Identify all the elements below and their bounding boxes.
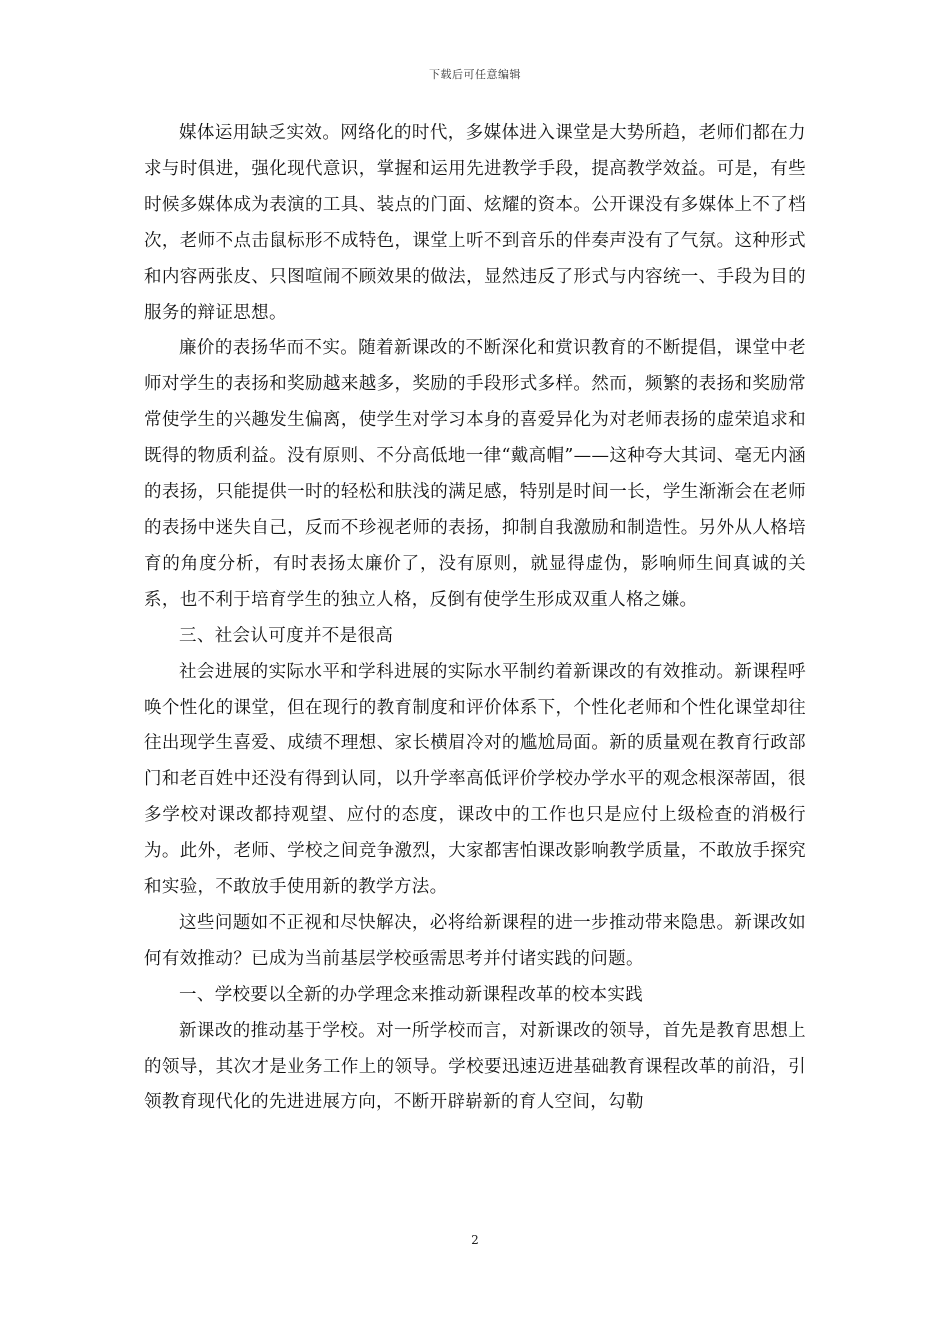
paragraph-problems: 这些问题如不正视和尽快解决，必将给新课程的进一步推动带来隐患。新课改如何有效推动？已成为当前基层学校亟需思考并付诸实践的问题。 <box>144 912 806 969</box>
paragraph-multimedia: 媒体运用缺乏实效。网络化的时代，多媒体进入课堂是大势所趋，老师们都在力求与时俱进，强化现代意识，掌握和运用先进教学手段，提高教学效益。可是，有些时候多媒体成为表演的工具、装点的门面、炫耀的资本。公开课没有多媒体上不了档次，老师不点击鼠标形不成特色，课堂上听不到音乐的伴奏声没有了气氛。这种形式和内容两张皮、只图喧闹不顾效果的做法，显然违反了形式与内容统一、手段为目的服务的辩证思想。 <box>144 123 806 323</box>
section-heading-school-philosophy: 一、学校要以全新的办学理念来推动新课程改革的校本实践 <box>179 984 644 1005</box>
paragraph-social-development: 社会进展的实际水平和学科进展的实际水平制约着新课改的有效推动。新课程呼唤个性化的课堂，但在现行的教育制度和评价体系下，个性化老师和个性化课堂却往往出现学生喜爱、成绩不理想、家长横眉冷对的尴尬局面。新的质量观在教育行政部门和老百姓中还没有得到认同，以升学率高低评价学校办学水平的观念根深蒂固，很多学校对课改都持观望、应付的态度，课改中的工作也只是应付上级检查的消极行为。此外，老师、学校之间竞争激烈，大家都害怕课改影响教学质量，不敢放手探究和实验，不敢放手使用新的教学方法。 <box>144 661 806 898</box>
page-number: 2 <box>471 1233 479 1247</box>
section-heading-social-recognition: 三、社会认可度并不是很高 <box>179 625 394 646</box>
page-header: 下载后可任意编辑 <box>429 68 521 81</box>
document-body <box>144 116 806 1121</box>
paragraph-school-based: 新课改的推动基于学校。对一所学校而言，对新课改的领导，首先是教育思想上的领导，其次才是业务工作上的领导。学校要迅速迈进基础教育课程改革的前沿，引领教育现代化的先进进展方向，不断开辟崭新的育人空间，勾勒 <box>144 1020 806 1113</box>
paragraph-praise: 廉价的表扬华而不实。随着新课改的不断深化和赏识教育的不断提倡，课堂中老师对学生的表扬和奖励越来越多，奖励的手段形式多样。然而，频繁的表扬和奖励常常使学生的兴趣发生偏离，使学生对学习本身的喜爱异化为对老师表扬的虚荣追求和既得的物质利益。没有原则、不分高低地一律“戴高帽”——这种夸大其词、毫无内涵的表扬，只能提供一时的轻松和肤浅的满足感，特别是时间一长，学生渐渐会在老师的表扬中迷失自己，反而不珍视老师的表扬，抑制自我激励和制造性。另外从人格培育的角度分析，有时表扬太廉价了，没有原则，就显得虚伪，影响师生间真诚的关系，也不利于培育学生的独立人格，反倒有使学生形成双重人格之嫌。 <box>144 338 806 610</box>
